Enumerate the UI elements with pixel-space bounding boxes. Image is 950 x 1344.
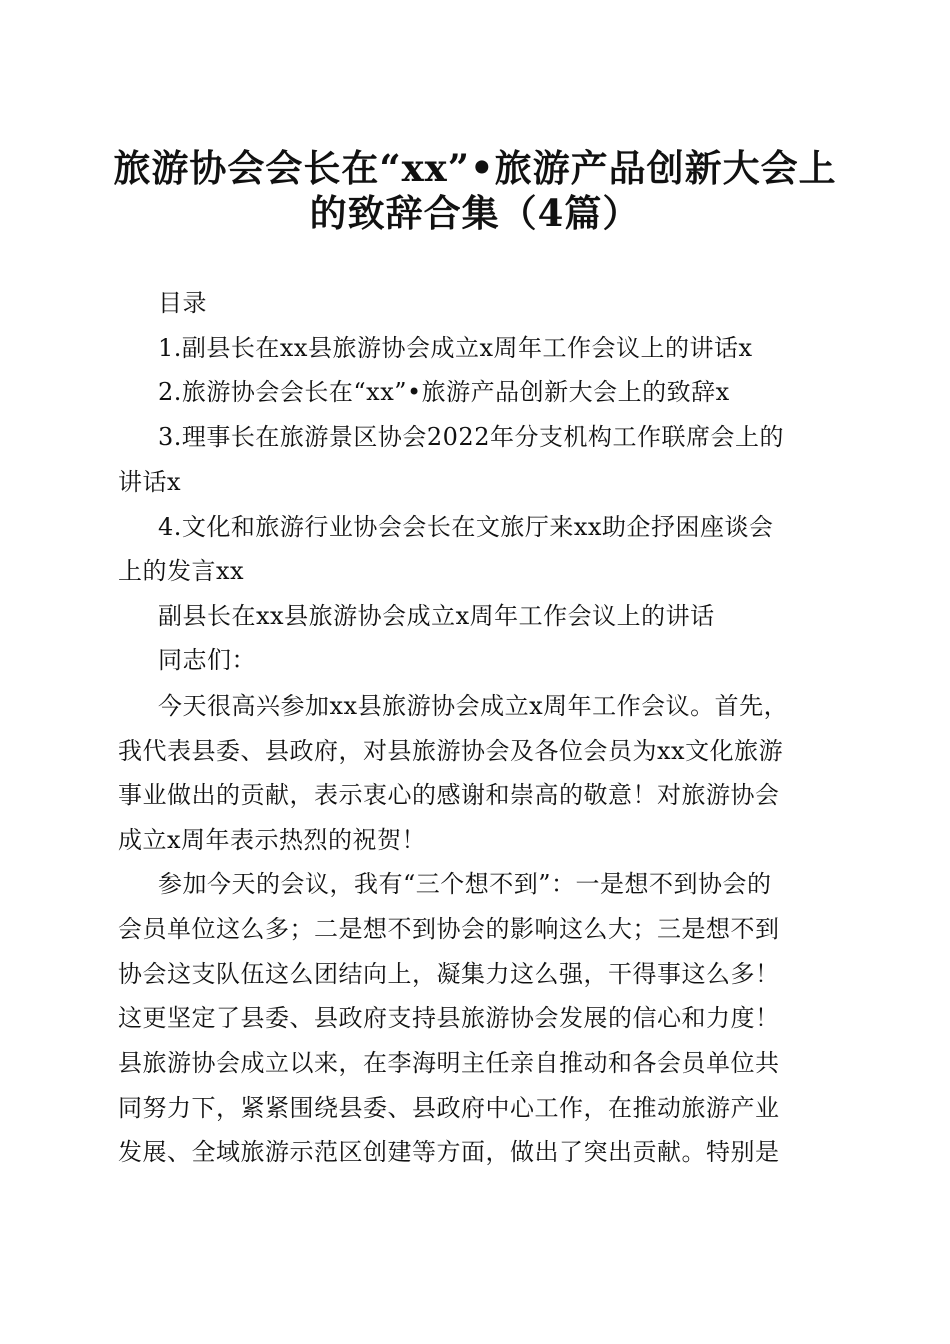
paragraph-line: 成立x周年表示热烈的祝贺！ — [118, 826, 427, 854]
paragraph-line: 同努力下，紧紧围绕县委、县政府中心工作，在推动旅游产业 — [118, 1094, 780, 1122]
toc-item-4: 4.文化和旅游行业协会会长在文旅厅来xx助企抒困座谈会 — [158, 513, 774, 541]
paragraph-line: 县旅游协会成立以来，在李海明主任亲自推动和各会员单位共 — [118, 1049, 780, 1077]
paragraph-line: 事业做出的贡献，表示衷心的感谢和崇高的敬意！对旅游协会 — [118, 781, 780, 809]
toc-item-1: 1.副县长在xx县旅游协会成立x周年工作会议上的讲话x — [158, 334, 753, 362]
paragraph-line: 今天很高兴参加xx县旅游协会成立x周年工作会议。首先， — [158, 692, 789, 720]
speech-salutation: 同志们： — [158, 646, 256, 674]
toc-heading: 目录 — [158, 289, 207, 317]
paragraph-line: 协会这支队伍这么团结向上，凝集力这么强，干得事这么多！ — [118, 960, 780, 988]
toc-item-2: 2.旅游协会会长在“xx”•旅游产品创新大会上的致辞x — [158, 378, 730, 406]
paragraph-line: 发展、全域旅游示范区创建等方面，做出了突出贡献。特别是 — [118, 1138, 780, 1166]
toc-item-3-continued: 讲话x — [118, 468, 182, 496]
toc-item-3: 3.理事长在旅游景区协会2022年分支机构工作联席会上的 — [158, 423, 784, 451]
paragraph-line: 会员单位这么多；二是想不到协会的影响这么大；三是想不到 — [118, 915, 780, 943]
toc-item-4-continued: 上的发言xx — [118, 557, 245, 585]
speech-heading: 副县长在xx县旅游协会成立x周年工作会议上的讲话 — [158, 602, 715, 630]
paragraph-line: 参加今天的会议，我有“三个想不到”：一是想不到协会的 — [158, 870, 772, 898]
paragraph-line: 这更坚定了县委、县政府支持县旅游协会发展的信心和力度！ — [118, 1004, 780, 1032]
document-title-line-1: 旅游协会会长在“xx”•旅游产品创新大会上 — [113, 146, 837, 190]
document-title-line-2: 的致辞合集（4篇） — [309, 191, 641, 235]
paragraph-line: 我代表县委、县政府，对县旅游协会及各位会员为xx文化旅游 — [118, 737, 784, 765]
